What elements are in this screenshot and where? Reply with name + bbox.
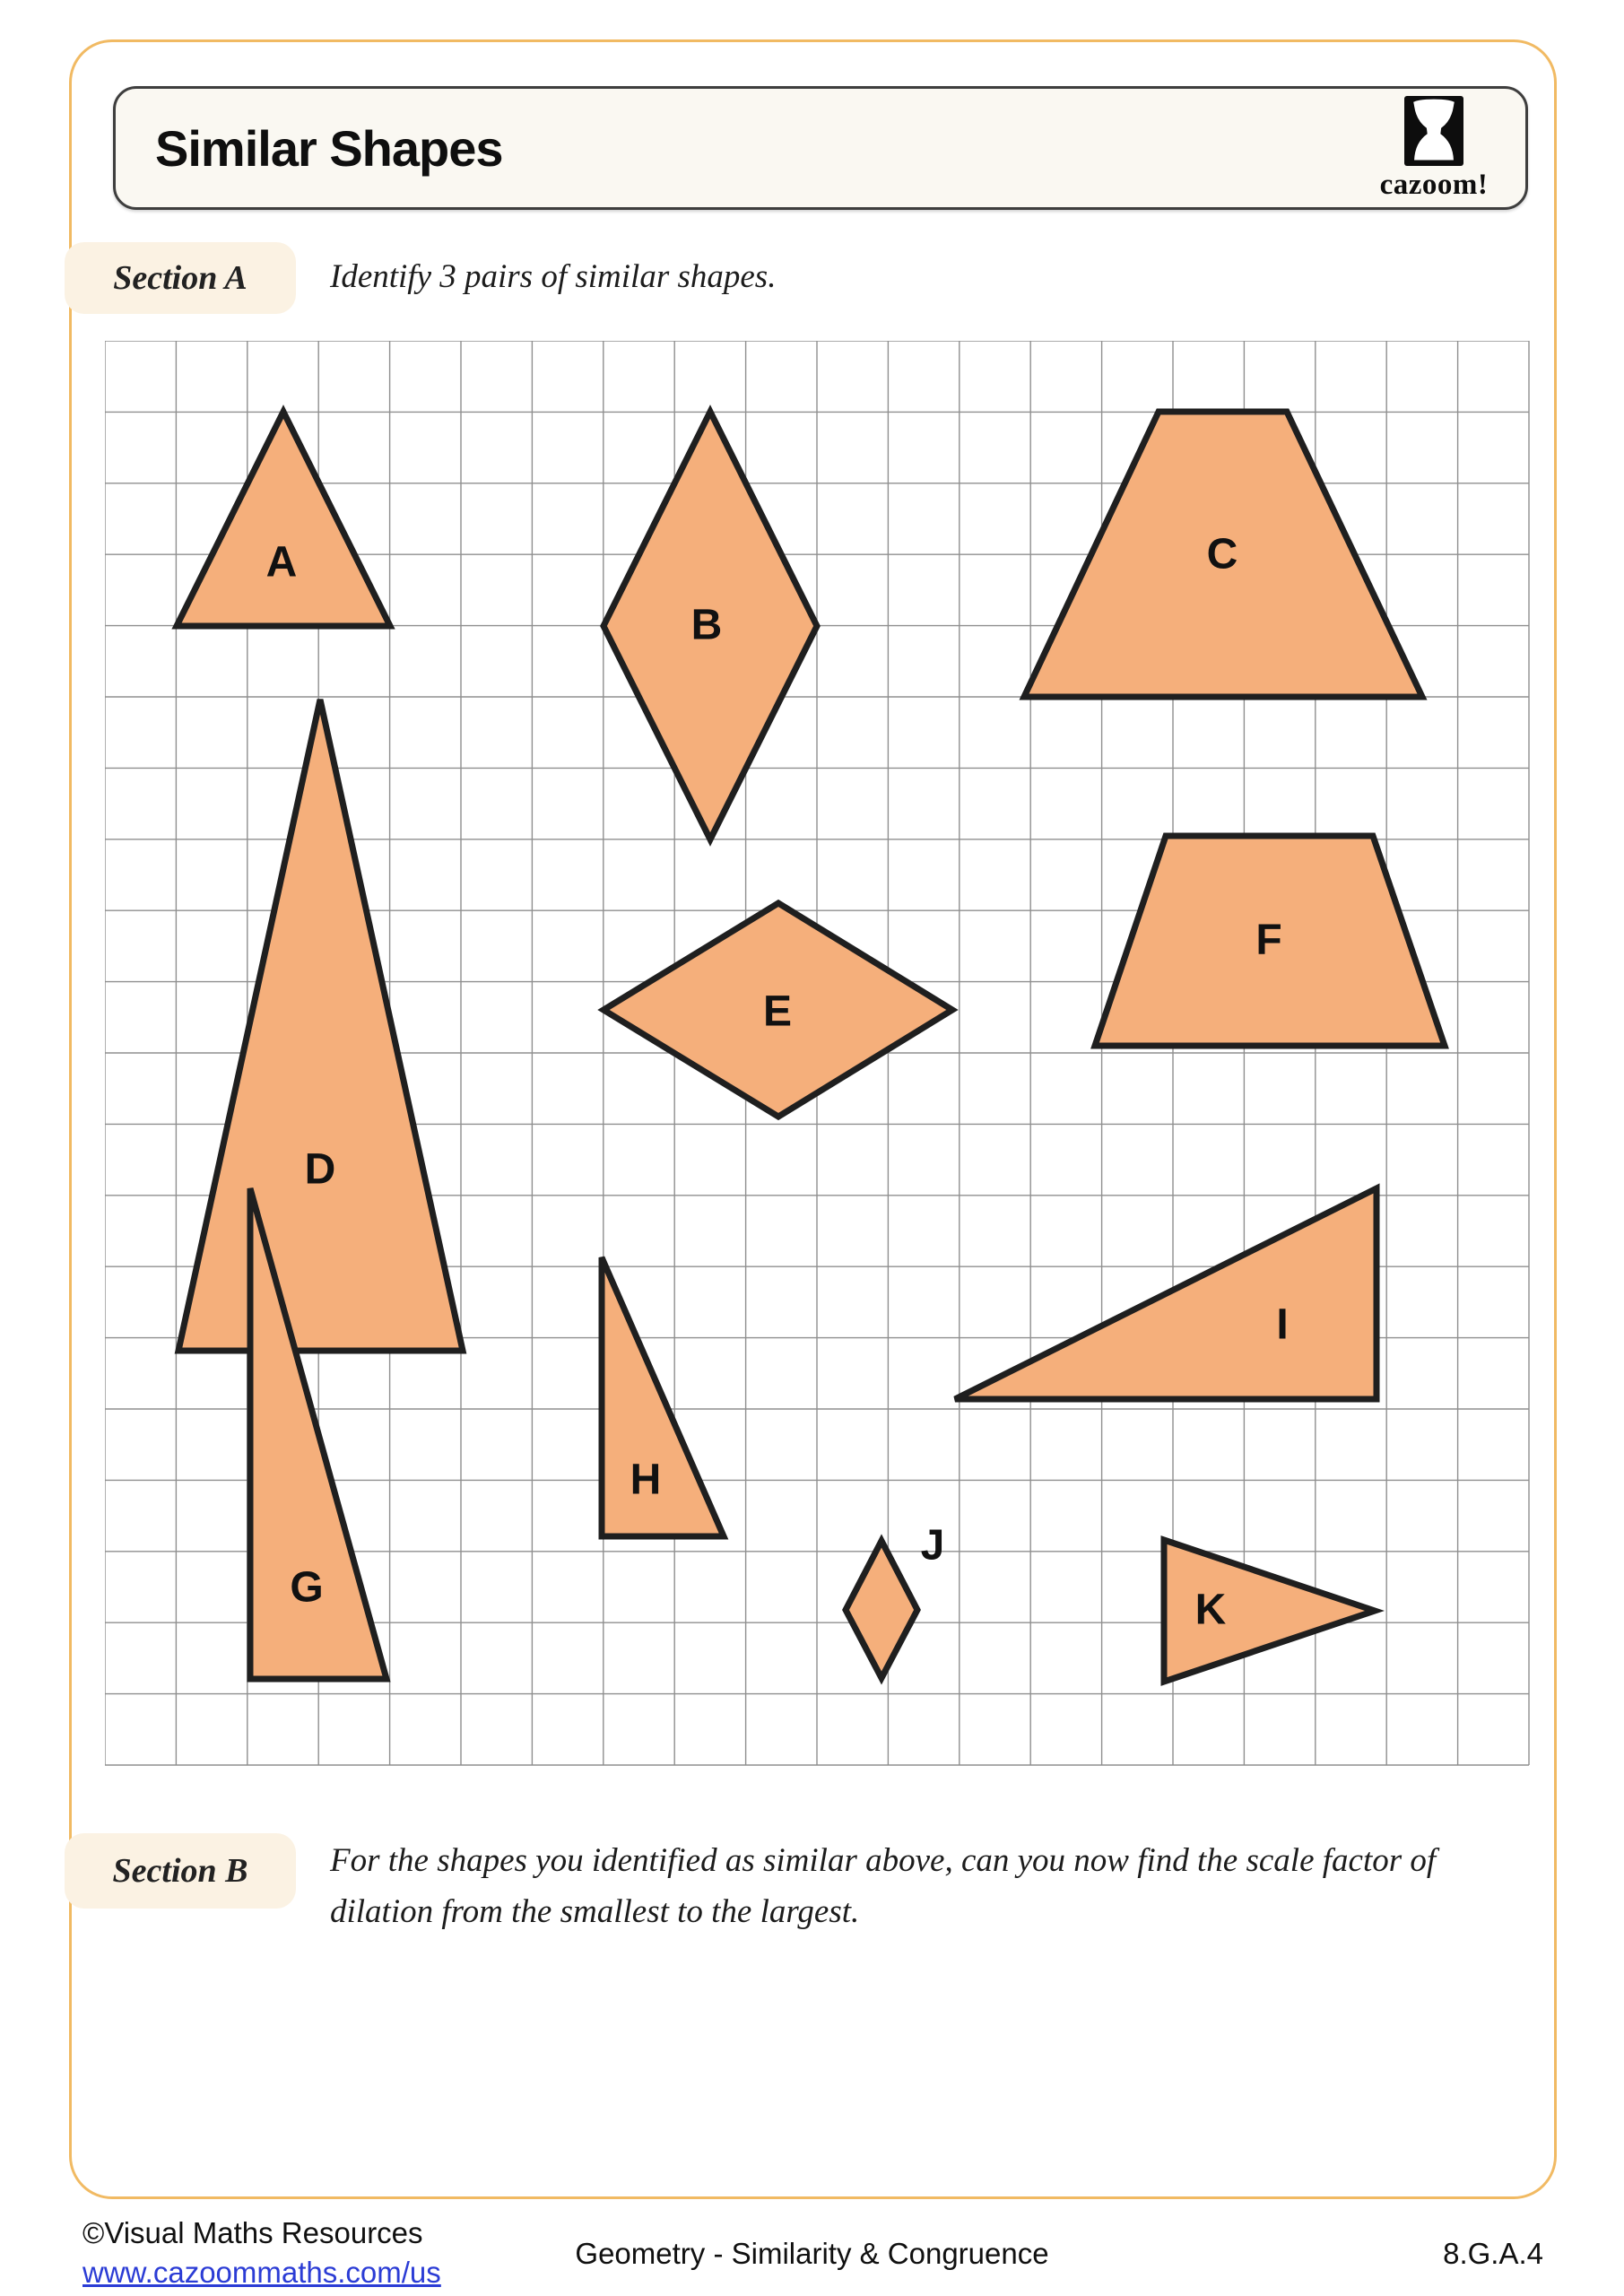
cazoom-logo-text: cazoom!: [1379, 169, 1489, 201]
shapes-grid-area: [105, 341, 1530, 1770]
copyright-text: ©Visual Maths Resources: [83, 2216, 423, 2249]
cazoom-drum-icon: [1404, 96, 1463, 166]
section-b-instruction-line2: dilation from the smallest to the largest.: [330, 1893, 860, 1930]
shape-I: [955, 1188, 1376, 1399]
footer-standard-code: 8.G.A.4: [1443, 2237, 1543, 2270]
shape-label-A: A: [265, 538, 298, 587]
shape-label-F: F: [1255, 916, 1282, 964]
shape-D: [178, 700, 463, 1351]
section-a-instruction: Identify 3 pairs of similar shapes.: [330, 258, 777, 295]
section-a-badge: [65, 242, 296, 314]
section-b-badge: [65, 1833, 296, 1909]
grid-svg: [105, 341, 1530, 1766]
shape-label-E: E: [762, 987, 793, 1036]
shape-H: [602, 1257, 724, 1536]
shape-label-B: B: [690, 601, 723, 649]
section-b-instruction-line1: For the shapes you identified as similar above, can you now find the scale factor of: [330, 1842, 1437, 1879]
footer-topic: Geometry - Similarity & Congruence: [575, 2237, 1049, 2270]
page-title: Similar Shapes: [155, 119, 503, 177]
shape-J: [846, 1541, 917, 1678]
shape-label-I: I: [1276, 1300, 1289, 1349]
shape-label-K: K: [1194, 1586, 1227, 1634]
cazoom-link[interactable]: www.cazoommaths.com/us: [83, 2256, 441, 2289]
section-a-label: Section A: [113, 259, 248, 297]
shape-label-J: J: [920, 1521, 945, 1570]
shape-label-H: H: [630, 1456, 662, 1504]
shape-A: [177, 412, 390, 626]
section-b-instruction: [330, 1835, 1514, 1937]
section-b-label: Section B: [112, 1852, 248, 1890]
cazoom-logo: [1375, 96, 1493, 200]
worksheet-header: [113, 86, 1528, 210]
shape-label-D: D: [304, 1145, 336, 1194]
shape-label-G: G: [290, 1563, 324, 1612]
shape-label-C: C: [1206, 530, 1238, 578]
